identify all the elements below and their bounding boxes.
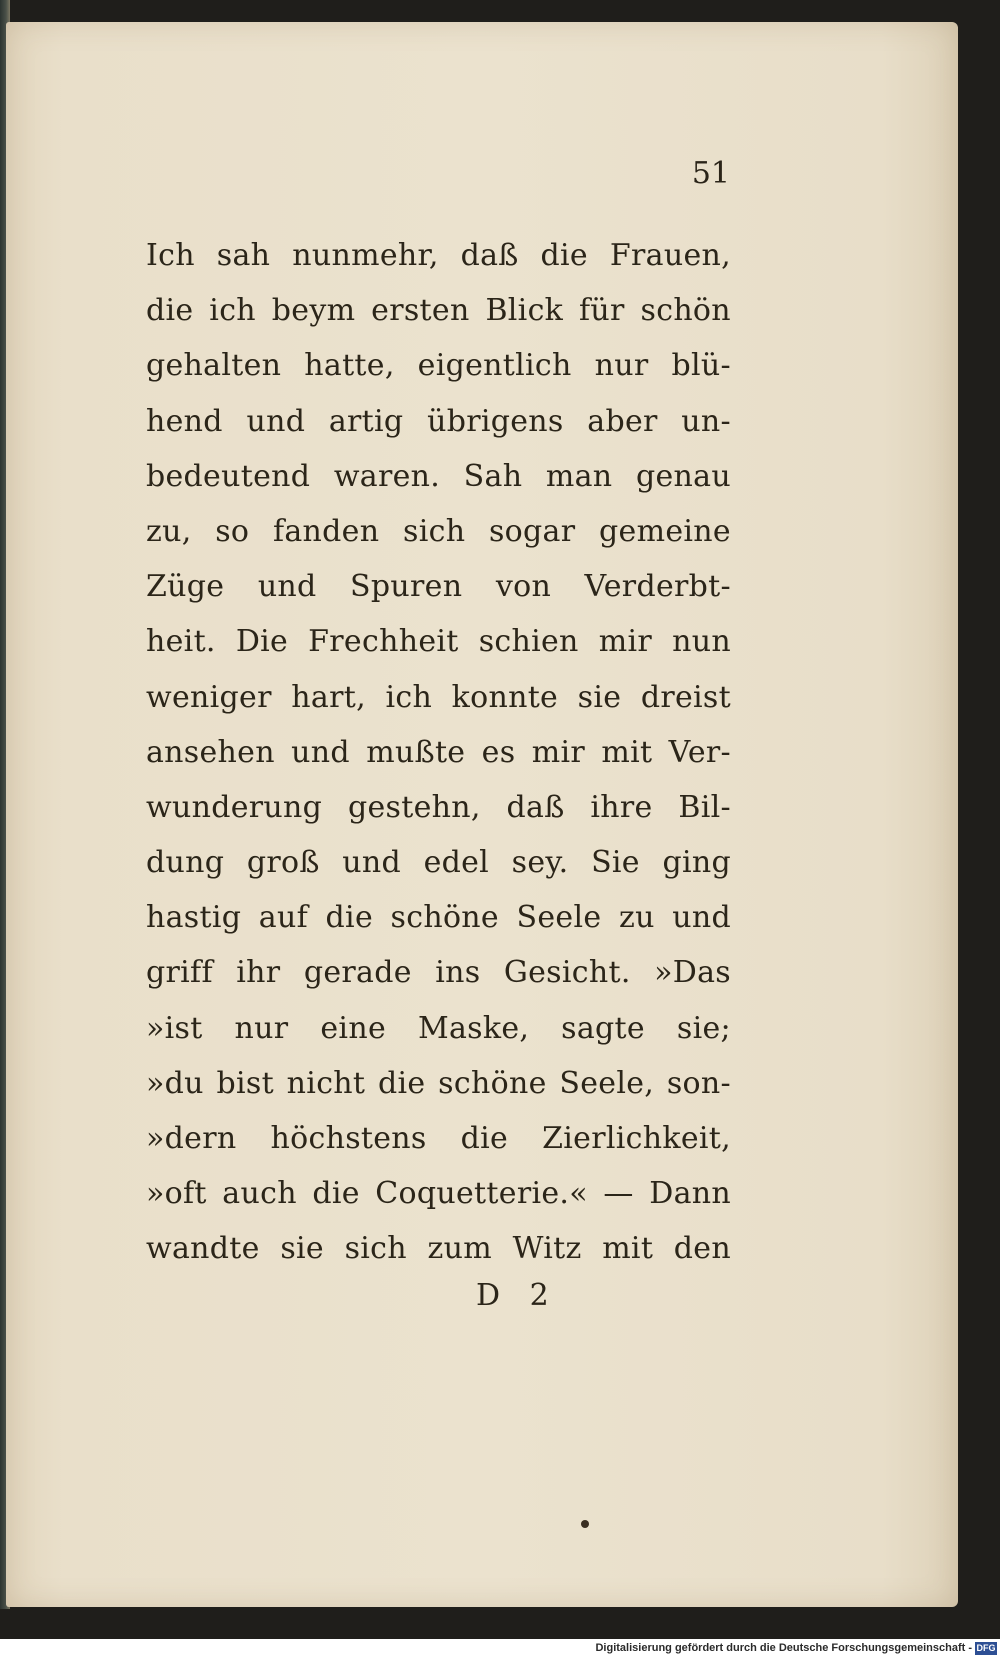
text-line xyxy=(146,1166,731,1221)
word: sich xyxy=(403,513,466,549)
page-number: 51 xyxy=(691,156,730,191)
word: gemeine xyxy=(599,513,731,549)
word: mußte xyxy=(366,734,466,770)
word: ansehen xyxy=(146,734,275,770)
word: Frauen, xyxy=(609,238,731,273)
word: eine xyxy=(320,1010,386,1046)
word: Zierlichkeit, xyxy=(542,1121,731,1156)
word: gerade xyxy=(303,955,412,991)
word: Sie xyxy=(591,845,640,881)
word: gehalten xyxy=(146,348,282,384)
word: nur xyxy=(234,1010,289,1046)
word: mit xyxy=(601,734,653,770)
word: ihr xyxy=(236,955,281,991)
word: hastig xyxy=(146,900,242,936)
word: mit xyxy=(602,1231,654,1267)
word: ich xyxy=(209,293,256,329)
word: übrigens xyxy=(427,403,564,439)
word: »oft xyxy=(146,1176,207,1212)
word: Verderbt- xyxy=(584,569,731,605)
word: Seele, xyxy=(559,1065,655,1101)
word: wunderung xyxy=(146,789,323,825)
word: artig xyxy=(328,403,404,439)
word: heit. xyxy=(146,624,216,660)
word: den xyxy=(673,1231,731,1267)
word: edel xyxy=(423,845,490,881)
word: die xyxy=(540,238,588,273)
text-line xyxy=(146,1056,731,1111)
word: höchstens xyxy=(270,1121,427,1156)
text-line xyxy=(146,945,731,1000)
text-line xyxy=(146,1001,731,1056)
word: und xyxy=(257,569,317,605)
word: die xyxy=(460,1121,509,1156)
word: Dann xyxy=(649,1176,731,1212)
text-line xyxy=(146,725,731,780)
body-text xyxy=(146,228,731,1277)
text-line xyxy=(146,228,731,283)
word: bist xyxy=(216,1065,274,1101)
word: sogar xyxy=(488,513,576,549)
word: sich xyxy=(344,1231,407,1267)
word: die xyxy=(325,900,373,936)
word: beym xyxy=(271,293,356,329)
word: schön xyxy=(640,293,731,329)
word: Die xyxy=(235,624,289,660)
word: auch xyxy=(222,1176,297,1212)
printer-signature-mark: D 2 xyxy=(476,1278,559,1313)
word: weniger xyxy=(146,679,272,715)
word: blü- xyxy=(671,348,731,384)
word: daß xyxy=(506,789,565,825)
word: Spuren xyxy=(350,569,463,605)
word: Witz xyxy=(512,1231,582,1267)
text-line xyxy=(146,449,731,504)
word: sie xyxy=(280,1231,324,1267)
text-line xyxy=(146,338,731,393)
word: hart, xyxy=(291,679,366,715)
word: griff xyxy=(146,955,213,991)
word: eigentlich xyxy=(417,348,572,384)
word: und xyxy=(246,403,306,439)
text-line xyxy=(146,614,731,669)
footer-credit-text: Digitalisierung gefördert durch die Deutsche Forschungsgemeinschaft - xyxy=(595,1642,972,1654)
word: Gesicht. xyxy=(503,955,631,991)
word: zu xyxy=(618,900,655,936)
word: waren. xyxy=(333,458,441,494)
word: und xyxy=(342,845,401,881)
word: Bil- xyxy=(678,789,731,825)
word: sagte xyxy=(561,1010,645,1046)
word: schien xyxy=(478,624,579,660)
text-line xyxy=(146,890,731,945)
word: mir xyxy=(531,734,586,770)
word: un- xyxy=(681,403,731,439)
word: ging xyxy=(662,845,731,881)
text-line xyxy=(146,1221,731,1276)
word: so xyxy=(215,513,250,549)
word: die xyxy=(146,293,194,329)
word: es xyxy=(481,734,516,770)
word: für xyxy=(579,293,625,329)
word: son- xyxy=(666,1065,731,1101)
word: Ver- xyxy=(668,734,731,770)
word: wandte xyxy=(146,1231,260,1267)
word: hatte, xyxy=(304,348,395,384)
word: von xyxy=(495,569,552,605)
word: dreist xyxy=(640,679,731,715)
word: dung xyxy=(146,845,225,881)
word: nunmehr, xyxy=(292,238,439,273)
word: sie xyxy=(577,679,622,715)
text-line xyxy=(146,504,731,559)
text-line xyxy=(146,835,731,890)
word: die xyxy=(312,1176,360,1212)
word: gestehn, xyxy=(347,789,481,825)
word: nur xyxy=(594,348,649,384)
word: schöne xyxy=(438,1065,547,1101)
word: die xyxy=(378,1065,426,1101)
word: Sah xyxy=(463,458,523,494)
word: Coquetterie.« xyxy=(375,1176,588,1212)
dfg-logo: DFG xyxy=(976,1643,996,1653)
word: ersten xyxy=(371,293,470,329)
word: und xyxy=(672,900,731,936)
word: nicht xyxy=(286,1065,366,1101)
text-line xyxy=(146,780,731,835)
word: Maske, xyxy=(417,1010,530,1046)
word: Blick xyxy=(485,293,564,329)
word: Frechheit xyxy=(308,624,459,660)
word: aber xyxy=(587,403,658,439)
word: »dern xyxy=(146,1121,237,1156)
word: »Das xyxy=(654,955,731,991)
word: ins xyxy=(435,955,481,991)
word: schöne xyxy=(390,900,499,936)
word: ihre xyxy=(590,789,653,825)
word: — xyxy=(603,1176,634,1212)
word: »ist xyxy=(146,1010,203,1046)
footer-credit-bar xyxy=(0,1639,1000,1659)
word: hend xyxy=(146,403,223,439)
word: sie; xyxy=(676,1010,731,1046)
text-line xyxy=(146,1111,731,1166)
word: sah xyxy=(216,238,271,273)
word: konnte xyxy=(451,679,559,715)
ink-speck xyxy=(581,1520,589,1528)
word: sey. xyxy=(511,845,569,881)
word: man xyxy=(545,458,613,494)
word: bedeutend xyxy=(146,458,311,494)
text-line xyxy=(146,283,731,338)
word: mir xyxy=(598,624,653,660)
word: zu, xyxy=(146,513,192,549)
word: »du xyxy=(146,1065,204,1101)
word: fanden xyxy=(272,513,380,549)
text-line xyxy=(146,394,731,449)
word: groß xyxy=(246,845,320,881)
word: daß xyxy=(460,238,519,273)
word: und xyxy=(291,734,350,770)
word: zum xyxy=(427,1231,492,1267)
word: ich xyxy=(385,679,433,715)
word: auf xyxy=(258,900,309,936)
word: nun xyxy=(672,624,731,660)
word: Seele xyxy=(516,900,602,936)
word: Züge xyxy=(146,569,225,605)
text-line xyxy=(146,559,731,614)
word: genau xyxy=(635,458,731,494)
word: Ich xyxy=(146,238,195,273)
text-line xyxy=(146,670,731,725)
